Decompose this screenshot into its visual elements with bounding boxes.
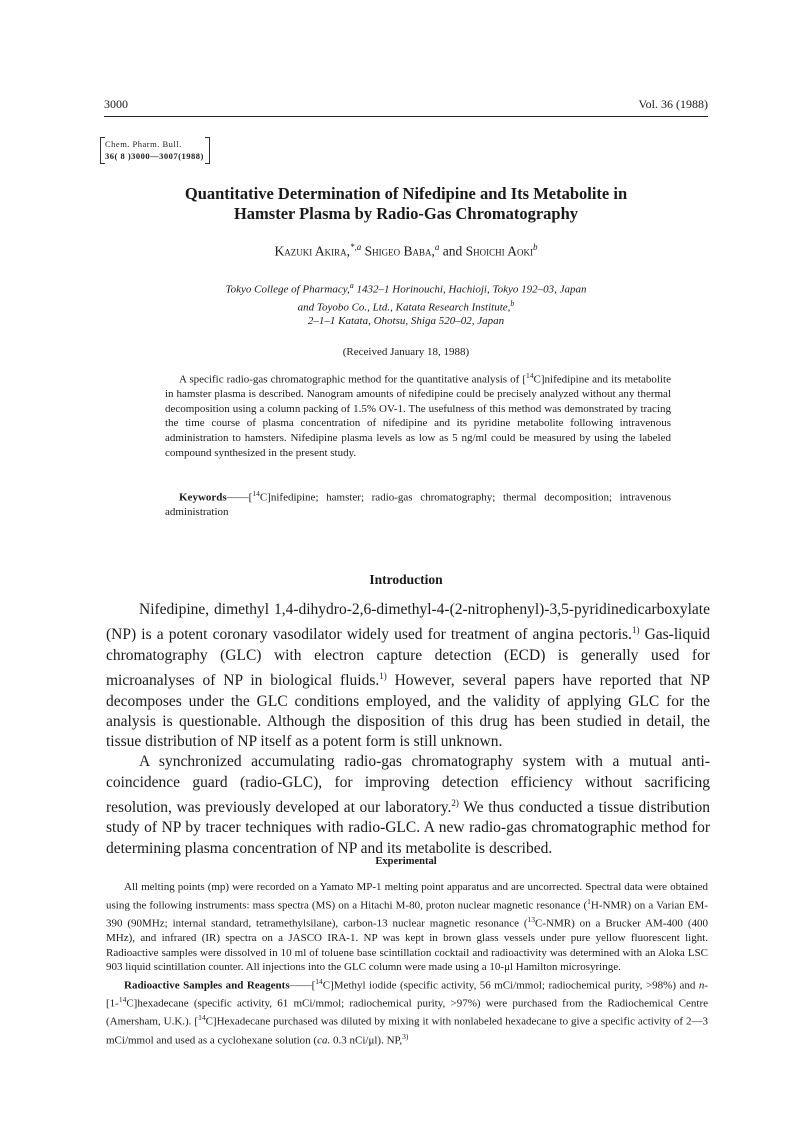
title-line-1: Quantitative Determination of Nifedipine and Its Metabolite in (184, 184, 628, 203)
experimental-paragraph-1: All melting points (mp) were recorded on a Yamato MP-1 melting point apparatus and are uncorrected. Spectral data were obtained using the following instruments: mass spectra (MS) on a Hitachi M-80, proton nuclear magnetic resonance ($^1$H-NMR) on a Varian EM-390 (90MHz; internal standard, tetramethylsilane), carbon-13 nuclear magnetic resonance ($^{13}$C-NMR) on a Brucker AM-400 (400 MHz), and infrared (IR) spectra on a JASCO IRA-1. NP was kept in brown glass vessels under pure yellow fluorescent light. Radioactive samples were dissolved in 10 ml of toluene base scintillation cocktail and radioactivity was determined with an Aloka LSC 903 liquid scintillation counter. All injections into the GLC column were made using a 10-μl Hamilton microsyringe. (106, 881, 708, 974)
affiliation-line-3: 2–1–1 Katata, Ohotsu, Shiga 520–02, Japan (307, 315, 505, 328)
author-2: Shigeo Baba, (364, 243, 435, 259)
volume-info: Vol. 36 (1988) (638, 97, 708, 111)
journal-name: Chem. Pharm. Bull. (105, 139, 182, 149)
affiliations (104, 279, 708, 328)
keywords: Keywords——[$^{14}$C]nifedipine; hamster; radio-gas chromatography; thermal decomposition; intravenous administration (165, 489, 671, 519)
experimental-paragraph-2: Radioactive Samples and Reagents——[$^{14}$C]Methyl iodide (specific activity, 56 mCi/mmol; radiochemical purity, >98%) and n-[1-$^{14}$C]hexadecane (specific activity, 61 mCi/mmol; radiochemical purity, >97%) were purchased from the Radiochemical Centre (Amersham, U.K.). [$^{14}$C]Hexadecane purchased was diluted by mixing it with nonlabeled hexadecane to give a specific activity of 2—3 mCi/mmol and used as a cyclohexane solution (ca. 0.3 nCi/μl). NP,$^{3)}$ (106, 976, 708, 1047)
abstract: A specific radio-gas chromatographic method for the quantitative analysis of [$^{14}$C]nifedipine and its metabolite in hamster plasma is described. Nanogram amounts of nifedipine could be precisely analyzed without any thermal decomposition using a column packing of 1.5% OV-1. The usefulness of this method was demonstrated by tracing the time course of plasma concentration of nifedipine and its pyridine metabolite following intravenous administration to hamsters. Nifedipine plasma levels as low as 5 ng/ml could be measured by using the labeled compound synthesized in the present study. (165, 371, 671, 459)
author-1-mark: *,a (349, 242, 362, 252)
experimental-body (106, 880, 708, 1048)
subsection-label: Radioactive Samples and Reagents (124, 979, 290, 992)
header-rule (104, 116, 708, 117)
article-title (104, 184, 708, 224)
left-bracket (100, 137, 105, 164)
keywords-label: Keywords (179, 491, 227, 504)
author-3-mark: b (533, 242, 538, 252)
author-conjunction: and (439, 243, 466, 259)
author-2-mark: a (434, 242, 440, 252)
introduction-paragraph-2: A synchronized accumulating radio-gas chromatography system with a mutual anti-coincidence guard (radio-GLC), for improving detection efficiency without sacrificing resolution, was previously developed at our laboratory.$^{2)}$ We thus conducted a tissue distribution study of NP by tracer techniques with radio-GLC. A new radio-gas chromatographic method for determining plasma concentration of NP and its metabolite is described. (106, 753, 711, 857)
author-1: Kazuki Akira, (274, 243, 350, 259)
experimental-heading: Experimental (375, 856, 437, 867)
author-3: Shoichi Aoki (465, 243, 534, 259)
author-list (104, 242, 708, 260)
journal-reference (105, 138, 204, 162)
title-line-2: Hamster Plasma by Radio-Gas Chromatography (233, 204, 579, 223)
page-number: 3000 (104, 97, 128, 111)
introduction-paragraph-1: Nifedipine, dimethyl 1,4-dihydro-2,6-dimethyl-4-(2-nitrophenyl)-3,5-pyridinedicarboxylate (NP) is a potent coronary vasodilator widely used for treatment of angina pectoris.$^{1)}$ Gas-liquid chromatography (GLC) with electron capture detection (ECD) is generally used for microanalyses of NP in biological fluids.$^{1)}$ However, several papers have reported that NP decomposes under the GLC conditions employed, and the validity of applying GLC for the analysis is questionable. Although the disposition of this drug has been studied in detail, the tissue distribution of NP itself as a potent form is still unknown. (106, 601, 710, 751)
introduction-heading: Introduction (369, 572, 443, 587)
journal-citation: 36( 8 )3000—3007(1988) (105, 151, 204, 161)
introduction-body (106, 600, 710, 859)
right-bracket (205, 137, 210, 164)
affiliation-line-2: and Toyobo Co., Ltd., Katata Research Institute,$^b$ (297, 298, 515, 314)
received-date: (Received January 18, 1988) (342, 346, 470, 358)
affiliation-line-1: Tokyo College of Pharmacy,$^a$ 1432–1 Horinouchi, Hachioji, Tokyo 192–03, Japan (225, 281, 587, 296)
